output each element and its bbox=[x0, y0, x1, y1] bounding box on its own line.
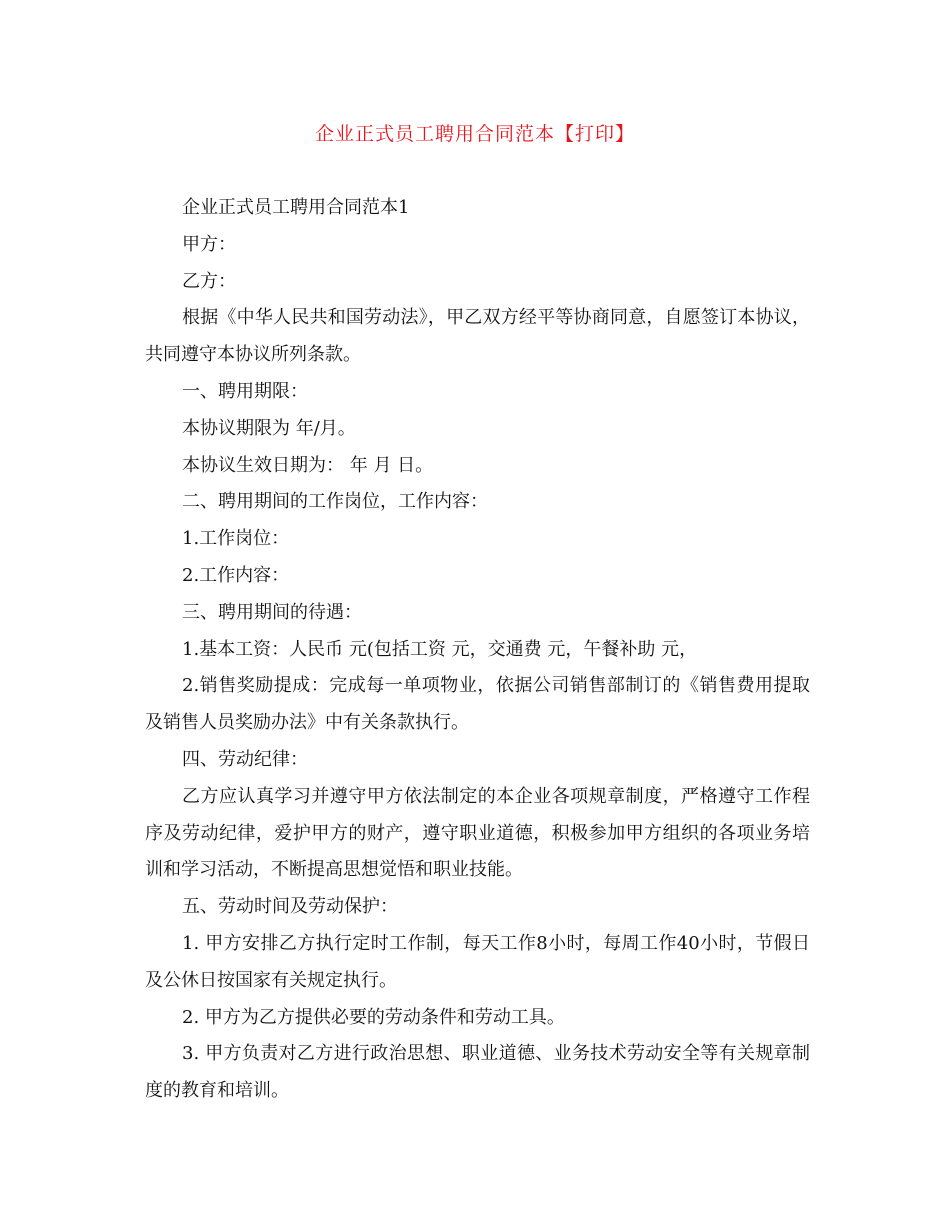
paragraph: 本协议期限为 年/月。 bbox=[182, 417, 356, 439]
document-body bbox=[145, 190, 810, 1110]
paragraph: 1. 甲方安排乙方执行定时工作制，每天工作8小时，每周工作40小时，节假日及公休日按国家有关规定执行。 bbox=[145, 932, 810, 991]
paragraph: 三、聘用期间的待遇： bbox=[182, 601, 362, 623]
paragraph: 2.销售奖励提成：完成每一单项物业，依据公司销售部制订的《销售费用提取及销售人员奖励办法》中有关条款执行。 bbox=[145, 675, 810, 734]
paragraph: 乙方： bbox=[182, 270, 236, 292]
paragraph: 1.工作岗位： bbox=[182, 528, 290, 550]
paragraph: 根据《中华人民共和国劳动法》，甲乙双方经平等协商同意，自愿签订本协议，共同遵守本协议所列条款。 bbox=[145, 307, 810, 366]
paragraph: 乙方应认真学习并遵守甲方依法制定的本企业各项规章制度，严格遵守工作程序及劳动纪律，爱护甲方的财产，遵守职业道德，积极参加甲方组织的各项业务培训和学习活动，不断提高思想觉悟和职业技能。 bbox=[145, 785, 810, 881]
paragraph: 甲方： bbox=[182, 233, 236, 255]
paragraph: 3. 甲方负责对乙方进行政治思想、职业道德、业务技术劳动安全等有关规章制度的教育和培训。 bbox=[145, 1043, 810, 1102]
paragraph: 2. 甲方为乙方提供必要的劳动条件和劳动工具。 bbox=[182, 1006, 565, 1028]
paragraph: 本协议生效日期为： 年 月 日。 bbox=[182, 454, 434, 476]
paragraph: 1.基本工资：人民币 元(包括工资 元，交通费 元，午餐补助 元， bbox=[182, 638, 698, 660]
paragraph: 五、劳动时间及劳动保护： bbox=[182, 896, 398, 918]
paragraph: 2.工作内容： bbox=[182, 564, 290, 586]
document-title: 企业正式员工聘用合同范本【打印】 bbox=[314, 123, 635, 145]
paragraph: 一、聘用期限： bbox=[182, 380, 308, 402]
paragraph: 企业正式员工聘用合同范本1 bbox=[182, 197, 410, 218]
paragraph: 四、劳动纪律： bbox=[182, 748, 308, 770]
paragraph: 二、聘用期间的工作岗位，工作内容： bbox=[182, 491, 488, 513]
